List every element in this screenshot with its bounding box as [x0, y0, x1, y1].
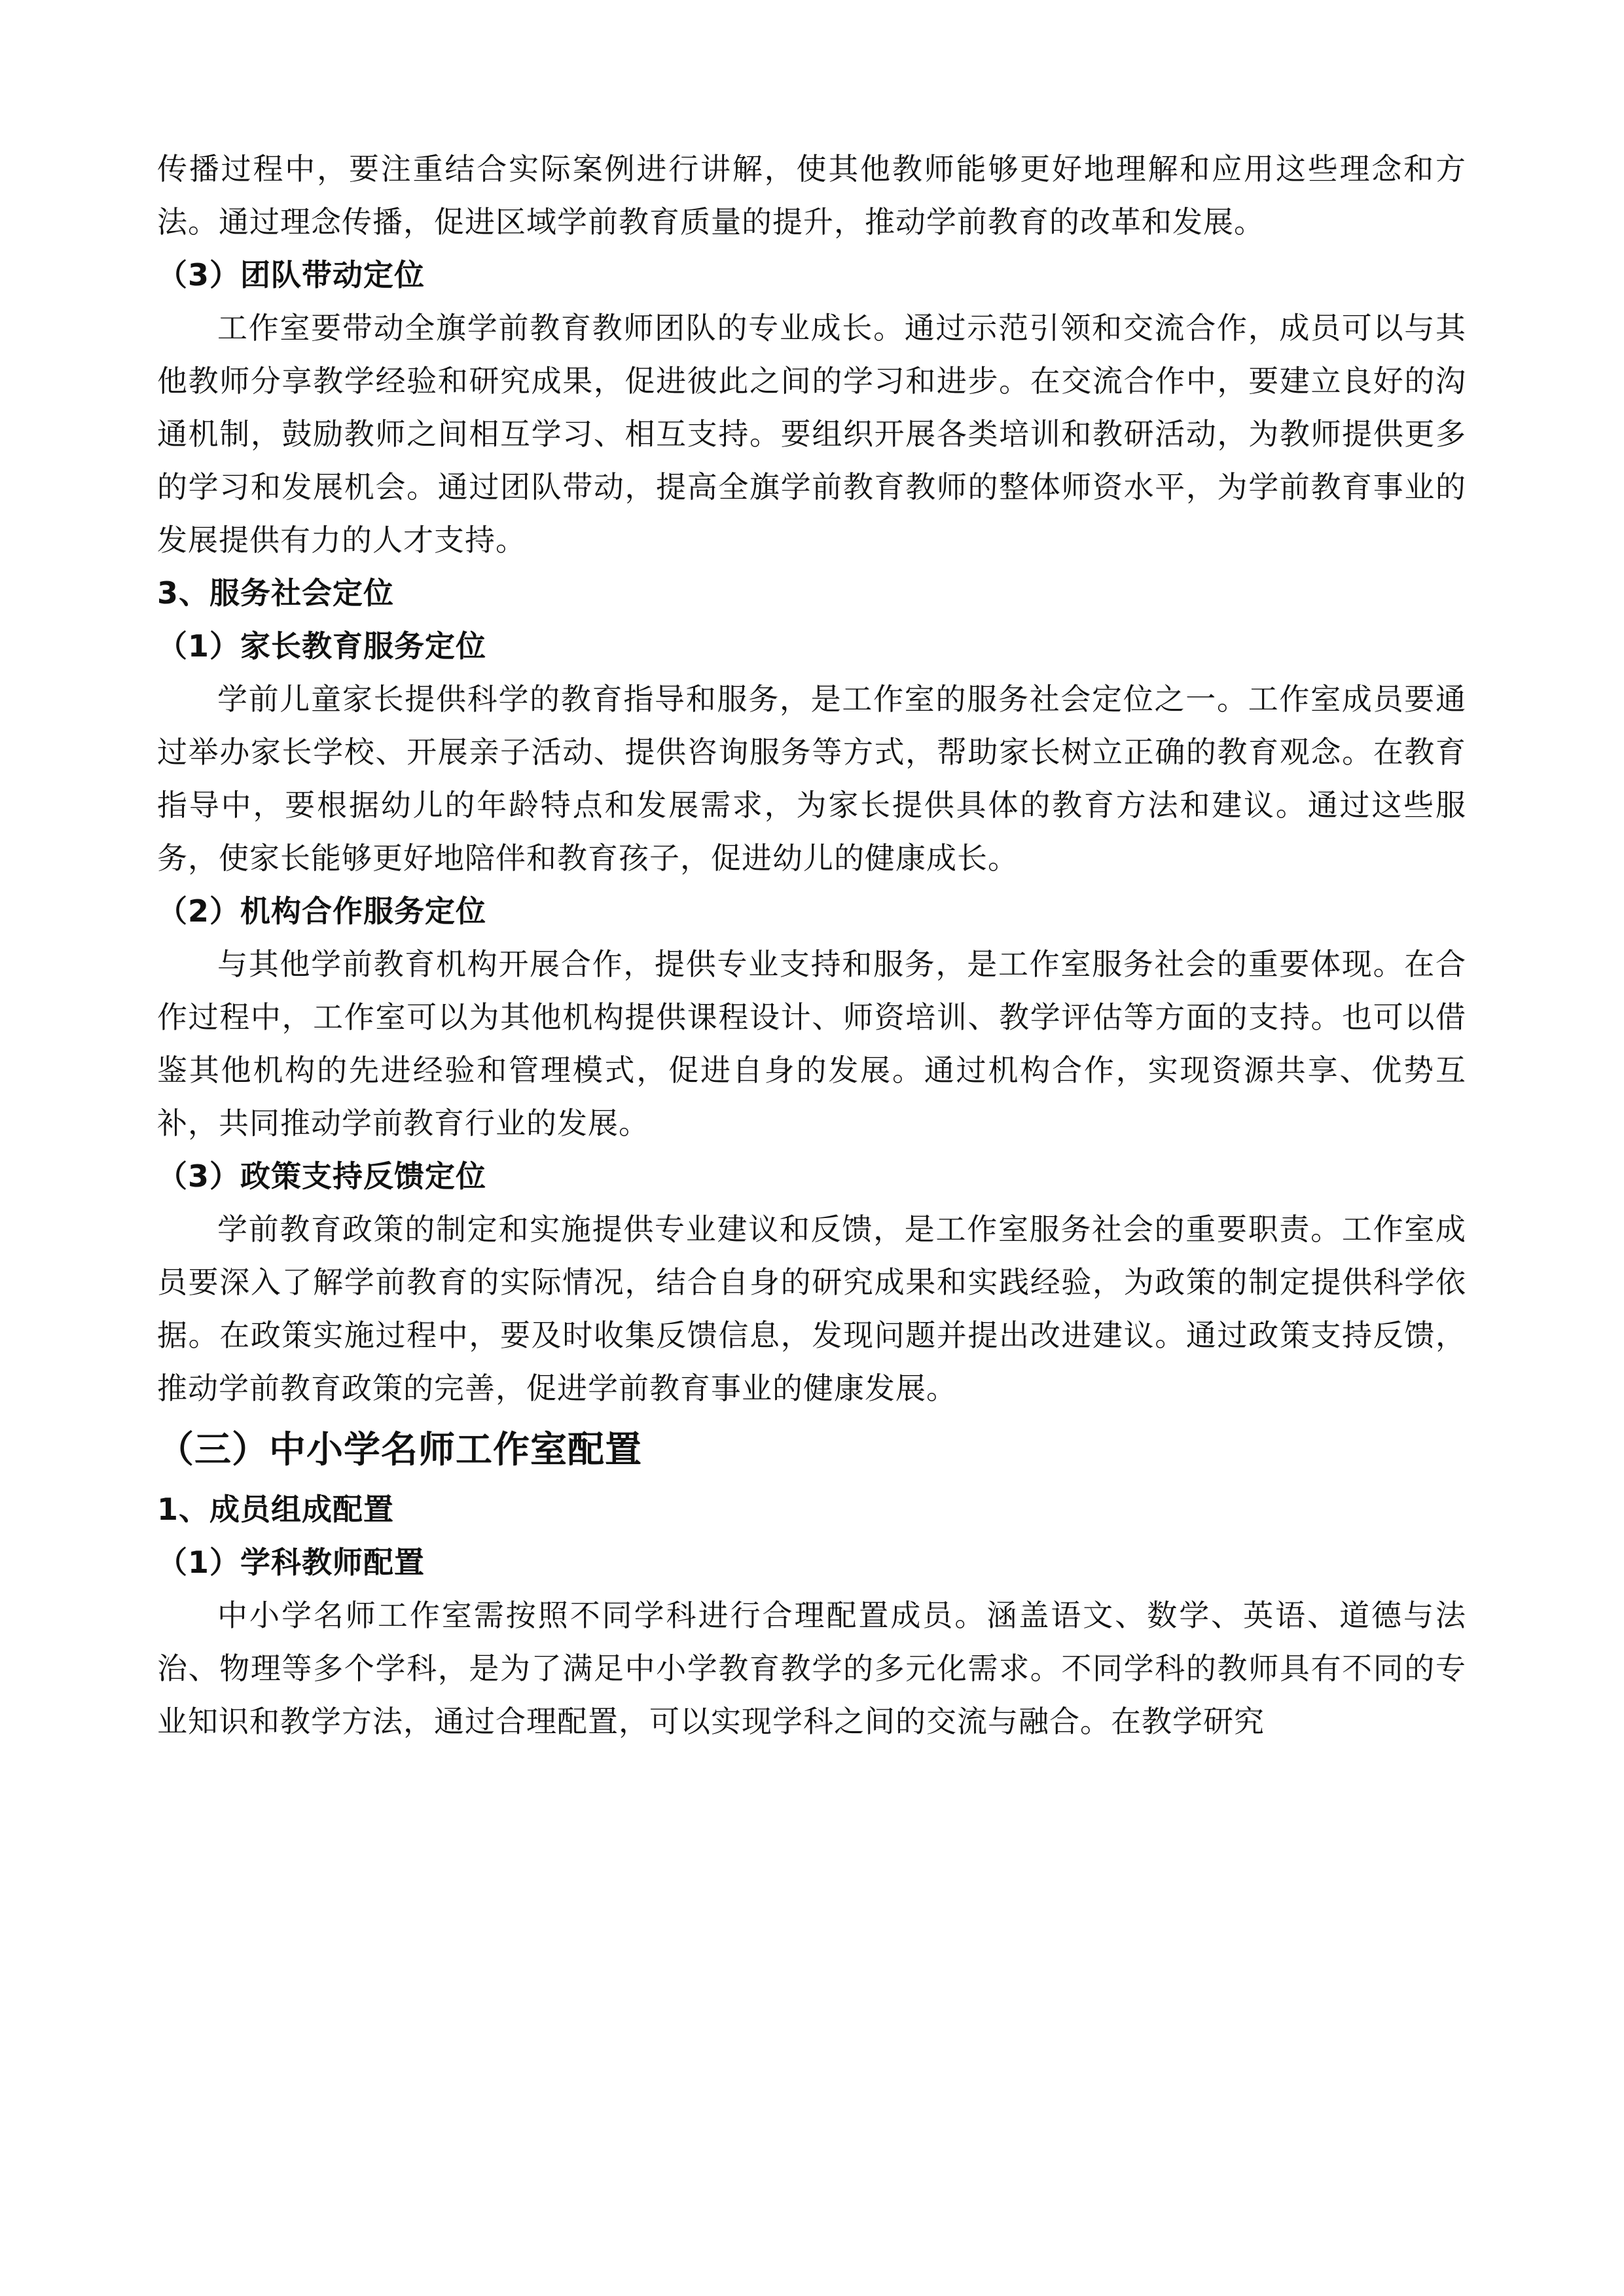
subheading: （3）团队带动定位	[157, 257, 425, 293]
document-body	[157, 143, 1466, 1748]
subheading: （1）家长教育服务定位	[157, 628, 487, 664]
paragraph: 传播过程中，要注重结合实际案例进行讲解，使其他教师能够更好地理解和应用这些理念和方法。通过理念传播，促进区域学前教育质量的提升，推动学前教育的改革和发展。	[157, 151, 1466, 240]
paragraph: 工作室要带动全旗学前教育教师团队的专业成长。通过示范引领和交流合作，成员可以与其他教师分享教学经验和研究成果，促进彼此之间的学习和进步。在交流合作中，要建立良好的沟通机制，鼓励教师之间相互学习、相互支持。要组织开展各类培训和教研活动，为教师提供更多的学习和发展机会。通过团队带动，提高全旗学前教育教师的整体师资水平，为学前教育事业的发展提供有力的人才支持。	[157, 310, 1466, 558]
paragraph: 学前教育政策的制定和实施提供专业建议和反馈，是工作室服务社会的重要职责。工作室成员要深入了解学前教育的实际情况，结合自身的研究成果和实践经验，为政策的制定提供科学依据。在政策实施过程中，要及时收集反馈信息，发现问题并提出改进建议。通过政策支持反馈，推动学前教育政策的完善，促进学前教育事业的健康发展。	[157, 1211, 1466, 1406]
subheading: （1）学科教师配置	[157, 1545, 425, 1580]
numbered-heading: 1、成员组成配置	[157, 1492, 395, 1527]
section-heading: （三）中小学名师工作室配置	[157, 1429, 642, 1471]
paragraph: 与其他学前教育机构开展合作，提供专业支持和服务，是工作室服务社会的重要体现。在合作过程中，工作室可以为其他机构提供课程设计、师资培训、教学评估等方面的支持。也可以借鉴其他机构的先进经验和管理模式，促进自身的发展。通过机构合作，实现资源共享、优势互补，共同推动学前教育行业的发展。	[157, 946, 1466, 1141]
numbered-heading: 3、服务社会定位	[157, 575, 395, 611]
subheading: （3）政策支持反馈定位	[157, 1158, 487, 1194]
paragraph: 学前儿童家长提供科学的教育指导和服务，是工作室的服务社会定位之一。工作室成员要通过举办家长学校、开展亲子活动、提供咨询服务等方式，帮助家长树立正确的教育观念。在教育指导中，要根据幼儿的年龄特点和发展需求，为家长提供具体的教育方法和建议。通过这些服务，使家长能够更好地陪伴和教育孩子，促进幼儿的健康成长。	[157, 681, 1466, 876]
paragraph: 中小学名师工作室需按照不同学科进行合理配置成员。涵盖语文、数学、英语、道德与法治、物理等多个学科，是为了满足中小学教育教学的多元化需求。不同学科的教师具有不同的专业知识和教学方法，通过合理配置，可以实现学科之间的交流与融合。在教学研究	[157, 1598, 1466, 1739]
subheading: （2）机构合作服务定位	[157, 893, 487, 929]
